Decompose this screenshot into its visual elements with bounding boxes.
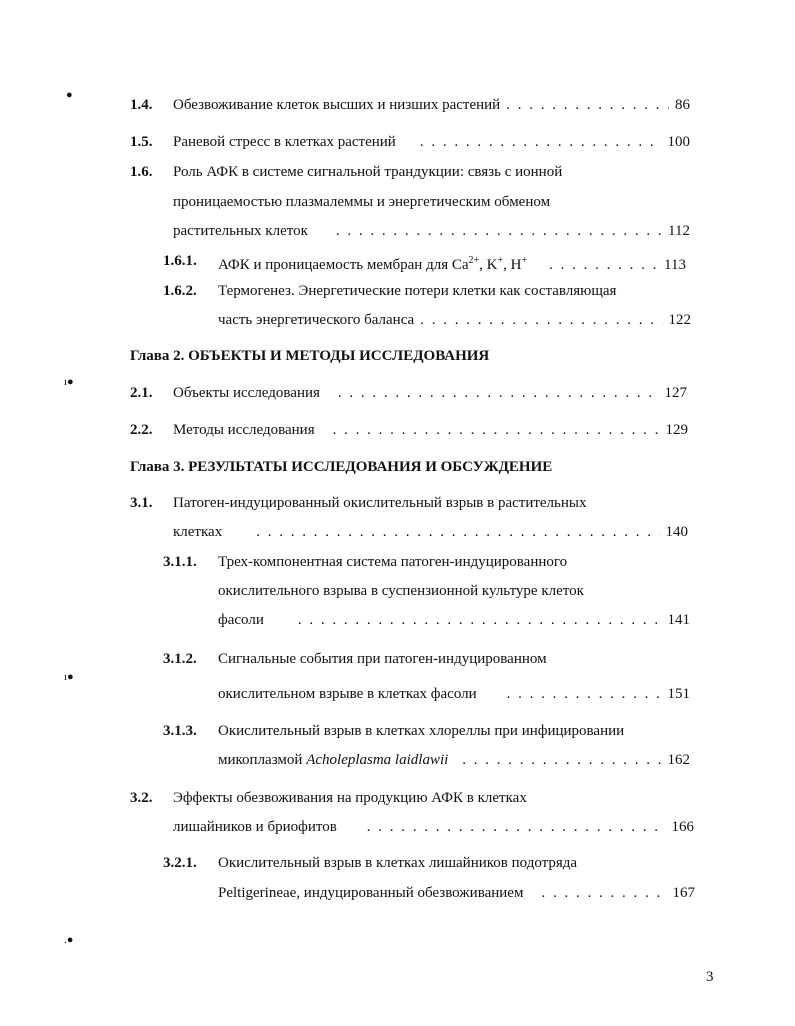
toc-entry-1-5[interactable] — [173, 133, 690, 151]
ion-ca-charge: 2+ — [468, 255, 480, 266]
toc-entry-1-6[interactable] — [173, 222, 690, 240]
entry-title-line1[interactable]: Патоген-индуцированный окислительный взрыв в растительных — [173, 495, 587, 511]
entry-title-line1[interactable]: Окислительный взрыв в клетках лишайников подотряда — [218, 855, 578, 871]
entry-title-text: микоплазмой — [218, 752, 307, 768]
margin-mark: ı● — [64, 376, 74, 388]
leader-dots — [298, 611, 662, 629]
entry-title-line1[interactable]: Окислительный взрыв в клетках хлореллы при инфицировании — [218, 723, 625, 739]
leader-dots — [462, 751, 661, 769]
entry-title-prefix: АФК и проницаемость мембран для — [218, 257, 452, 273]
entry-title-line2[interactable]: окислительного взрыва в суспензионной культуре клеток — [218, 583, 584, 599]
leader-dots — [336, 222, 662, 240]
entry-number: 2.1. — [130, 385, 153, 401]
entry-title-line1[interactable]: Сигнальные события при патоген-индуцированном — [218, 651, 547, 667]
toc-entry-1-6-2[interactable] — [218, 311, 691, 329]
entry-title-line1[interactable]: Трех-компонентная система патоген-индуцированного — [218, 554, 568, 570]
entry-title-line1[interactable]: Роль АФК в системе сигнальной трандукции: связь с ионной — [173, 164, 563, 180]
leader-dots — [420, 133, 662, 151]
leader-dots — [367, 818, 666, 836]
entry-title: растительных клеток — [173, 223, 308, 239]
entry-page: 162 — [667, 752, 690, 768]
entry-title: Peltigerineae, индуцированный обезвоживанием — [218, 885, 524, 901]
entry-title: лишайников и бриофитов — [173, 819, 337, 835]
toc-entry-3-1-3[interactable] — [218, 751, 690, 769]
entry-title-line1[interactable]: Термогенез. Энергетические потери клетки как составляющая — [218, 283, 617, 299]
entry-number: 1.5. — [130, 134, 153, 150]
entry-title: окислительном взрыве в клетках фасоли — [218, 686, 477, 702]
chapter-heading[interactable]: Глава 3. РЕЗУЛЬТАТЫ ИССЛЕДОВАНИЯ И ОБСУЖДЕНИЕ — [130, 459, 553, 475]
entry-page: 112 — [668, 223, 690, 239]
toc-entry-2-1[interactable] — [173, 384, 687, 402]
entry-title: АФК и проницаемость мембран для $Ca^{2+}$, K+, H+ — [218, 255, 528, 273]
entry-number: 1.4. — [130, 97, 153, 113]
toc-entry-3-1[interactable] — [173, 523, 688, 541]
toc-entry-1-6-1[interactable] — [218, 252, 686, 274]
leader-dots — [256, 523, 659, 541]
leader-dots — [338, 384, 659, 402]
entry-title: часть энергетического баланса — [218, 312, 415, 328]
page-number: 3 — [706, 969, 714, 985]
leader-dots — [507, 685, 662, 703]
ion-h-charge: + — [521, 255, 528, 266]
entry-page: 122 — [668, 312, 691, 328]
margin-mark: ı● — [64, 671, 74, 683]
entry-title — [218, 751, 448, 769]
chapter-heading[interactable]: Глава 2. ОБЪЕКТЫ И МЕТОДЫ ИССЛЕДОВАНИЯ — [130, 348, 490, 364]
entry-page: 86 — [675, 97, 690, 113]
ion-k: K — [486, 257, 498, 273]
margin-mark: ● — [66, 89, 73, 101]
leader-dots — [549, 256, 658, 274]
entry-page: 113 — [664, 257, 686, 273]
entry-page: 100 — [667, 134, 690, 150]
species-name: Acholeplasma laidlawii — [306, 752, 449, 768]
entry-page: 127 — [664, 385, 687, 401]
toc-entry-3-1-2[interactable] — [218, 685, 690, 703]
leader-dots — [333, 421, 660, 439]
entry-page: 167 — [672, 885, 695, 901]
entry-page: 129 — [665, 422, 688, 438]
entry-title: Объекты исследования — [173, 385, 320, 401]
entry-page: 166 — [671, 819, 694, 835]
ion-ca: Ca — [451, 257, 469, 273]
toc-entry-3-2-1[interactable] — [218, 884, 695, 902]
entry-number: 3.1.1. — [163, 554, 197, 570]
margin-mark: .● — [64, 934, 74, 946]
toc-entry-1-4[interactable] — [173, 96, 690, 114]
entry-title-line1[interactable]: Эффекты обезвоживания на продукцию АФК в клетках — [173, 790, 527, 806]
toc-entry-2-2[interactable] — [173, 421, 688, 439]
entry-page: 141 — [667, 612, 690, 628]
entry-number: 1.6. — [130, 164, 153, 180]
leader-dots — [506, 96, 669, 114]
ion-k-charge: + — [497, 255, 504, 266]
entry-number: 2.2. — [130, 422, 153, 438]
entry-number: 1.6.1. — [163, 253, 197, 269]
entry-page: 151 — [667, 686, 690, 702]
entry-number: 3.1.3. — [163, 723, 197, 739]
entry-number: 3.1.2. — [163, 651, 197, 667]
toc-entry-3-2[interactable] — [173, 818, 694, 836]
entry-page: 140 — [665, 524, 688, 540]
entry-number: 3.2. — [130, 790, 153, 806]
entry-title: Обезвоживание клеток высших и низших растений — [173, 97, 501, 113]
entry-number: 3.2.1. — [163, 855, 197, 871]
entry-number: 1.6.2. — [163, 283, 197, 299]
leader-dots — [420, 311, 662, 329]
entry-title: Раневой стресс в клетках растений — [173, 134, 396, 150]
entry-number: 3.1. — [130, 495, 153, 511]
entry-title-line2[interactable]: проницаемостью плазмалеммы и энергетическим обменом — [173, 194, 551, 210]
entry-title: фасоли — [218, 612, 264, 628]
entry-title: Методы исследования — [173, 422, 315, 438]
entry-title: клетках — [173, 524, 223, 540]
ion-h: H — [510, 257, 522, 273]
toc-entry-3-1-1[interactable] — [218, 611, 690, 629]
leader-dots — [541, 884, 666, 902]
